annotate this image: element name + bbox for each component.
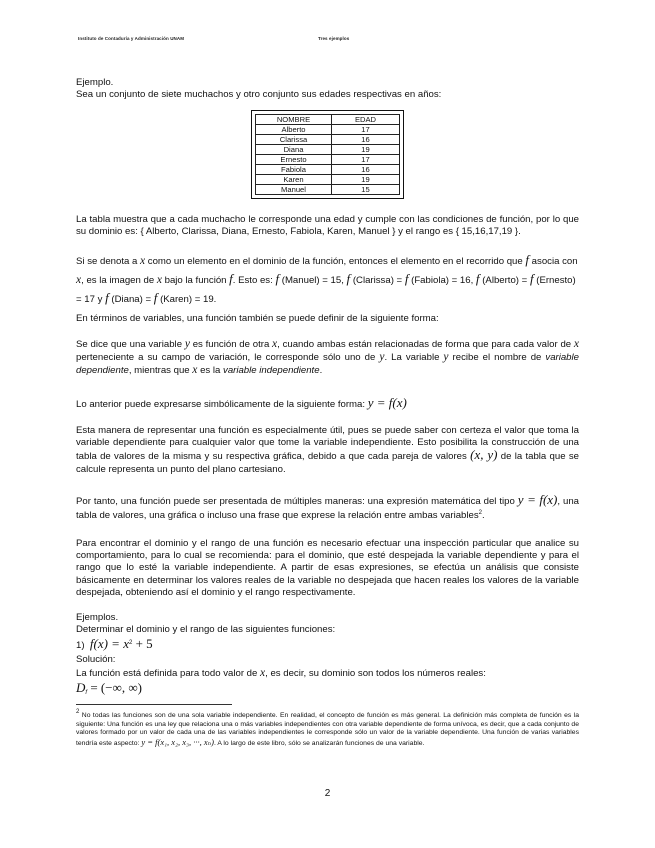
cell-age: 19 (332, 145, 400, 155)
cell-name: Manuel (256, 185, 332, 195)
table-row (256, 135, 400, 145)
running-header-right: Tres ejemplos (318, 36, 350, 41)
examples-block (76, 612, 579, 698)
table-row (256, 145, 400, 155)
table-row (256, 175, 400, 185)
table-row (256, 125, 400, 135)
paragraph-variable-definition: Se dice que una variable y es función de otra x, cuando ambas están relacionadas de forma que para cada valor de x perteneciente a su campo de variación, le corresponde sólo uno de y. La variable y recibe el nombre de variable dependiente, mientras que x es la variable independiente. (76, 338, 579, 377)
paragraph-domain-range: La tabla muestra que a cada muchacho le corresponde una edad y cumple con las condiciones de función, por lo que su dominio es: { Alberto, Clarissa, Diana, Ernesto, Fabiola, Karen, Manuel } y el rango es { 15,16,17,19 }. (76, 214, 579, 238)
example-label: Ejemplo. (76, 77, 114, 88)
solution-label: Solución: (76, 654, 116, 666)
table-header-row (256, 115, 400, 125)
running-header-left: Instituto de Contaduría y Administración UNAM (78, 36, 185, 41)
column-header-name: NOMBRE (256, 115, 332, 125)
solution-text: La función está definida para todo valor de x, es decir, su dominio son todos los números reales: (76, 666, 486, 679)
footnote-separator (76, 704, 232, 705)
paragraph-image-notation: Si se denota a x como un elemento en el dominio de la función, entonces el elemento en el recorrido que f asocia con x, es la imagen de x bajo la función f. Esto es: f (Manuel) = 15, f (Clarissa) = f (Fabiola) = 16, f (Alberto) = f (Ernesto) = 17 y f (Diana) = f (Karen) = 19. (76, 252, 578, 305)
formula-y-equals-f-of-x-2: y = f(x) (517, 492, 558, 507)
paragraph-symbolic: Lo anterior puede expresarse simbólicamente de la siguiente forma: y = f(x) (76, 395, 407, 410)
paragraph-representations: Por tanto, una función puede ser presentada de múltiples maneras: una expresión matemática del tipo y = f(x), una tabla de valores, una gráfica o incluso una frase que exprese la relación entre ambas variables$^2$. (76, 492, 579, 521)
examples-instruction: Determinar el dominio y el rango de las siguientes funciones: (76, 624, 336, 636)
examples-label: Ejemplos. (76, 612, 119, 623)
cell-age: 16 (332, 135, 400, 145)
cell-name: Alberto (256, 125, 332, 135)
footnote-ref: 2 (478, 509, 482, 516)
footnote: $^2$ No todas las funciones son de una sola variable independiente. En realidad, el concepto de función es más general. La definición más completa de función es la siguiente: Una función es una ley que relaciona una o más variables independientes con otra variable dependiente de forma unívoca, es decir, que a cada conjunto de valores formado por un valor de cada una de las variables independientes le corresponde sólo un valor de la variable dependiente. Una función de varias variables tendría este aspecto: y = f(x₁, x₂, x₃, ···, xₙ). A lo largo de este libro, sólo se analizarán funciones de una variable. (76, 709, 579, 747)
formula-y-equals-f-of-x: y = f(x) (367, 395, 407, 410)
table-row (256, 185, 400, 195)
cell-age: 17 (332, 155, 400, 165)
cell-name: Karen (256, 175, 332, 185)
ages-table (255, 114, 400, 195)
page-number: 2 (324, 788, 331, 799)
intro-block (76, 77, 579, 101)
cell-name: Clarissa (256, 135, 332, 145)
cell-name: Ernesto (256, 155, 332, 165)
column-header-age: EDAD (332, 115, 400, 125)
cell-age: 19 (332, 175, 400, 185)
cell-age: 17 (332, 125, 400, 135)
cell-age: 15 (332, 185, 400, 195)
domain-formula: $D_f$ = (−∞, ∞) (76, 679, 142, 696)
formula-pair: (x, y) (470, 447, 498, 463)
intro-text: Sea un conjunto de siete muchachos y otro conjunto sus edades respectivas en años: (76, 89, 442, 101)
table-row (256, 155, 400, 165)
cell-name: Fabiola (256, 165, 332, 175)
paragraph-variables-intro: En términos de variables, una función también se puede definir de la siguiente forma: (76, 313, 439, 324)
footnote-number: 2 (76, 709, 80, 715)
paragraph-table-of-values: Esta manera de representar una función es especialmente útil, pues se puede saber con certeza el valor que toma la variable dependiente para cualquier valor que tome la variable independiente. Esto posibilita la construcción de una tabla de valores de la misma y su respectiva gráfica, debido a que cada pareja de valores (x, y) de la tabla que se calcule representa un punto del plano cartesiano. (76, 425, 579, 475)
paragraph-domain-method: Para encontrar el dominio y el rango de una función es necesario efectuar una inspección particular que analice su comportamiento, para lo cual se recomienda: para el dominio, que esté despejada la variable dependiente y para el rango que lo esté la variable independiente. A partir de esas expresiones, se efectúa un análisis que consiste básicamente en determinar los valores reales de la variable no despejada que hacen reales los valores de la variable despejada, obteniendo así el dominio y el rango respectivamente. (76, 538, 579, 598)
footnote-formula: y = f(x₁, x₂, x₃, ···, xₙ) (141, 736, 214, 747)
cell-name: Diana (256, 145, 332, 155)
example-1: 1) $f(x) = x^2 + 5$ (76, 636, 153, 652)
table-row (256, 165, 400, 175)
cell-age: 16 (332, 165, 400, 175)
